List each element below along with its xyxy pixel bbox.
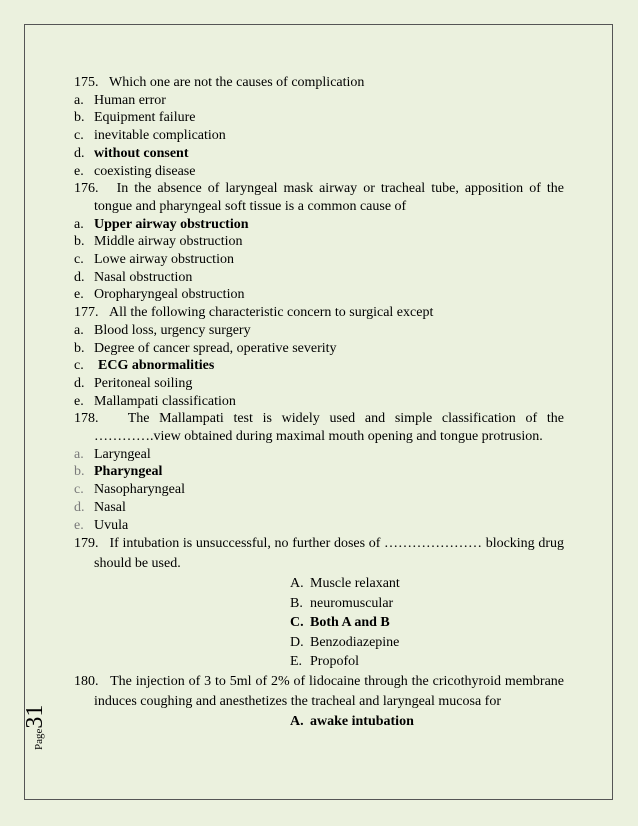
option-text: Propofol — [310, 654, 359, 670]
option-text-answer: Upper airway obstruction — [94, 216, 249, 232]
option-text-answer: without consent — [94, 145, 189, 161]
page-number-label — [22, 705, 49, 750]
option-letter: A. — [290, 713, 304, 729]
option-176-c — [74, 251, 564, 269]
option-179-d — [290, 633, 564, 653]
option-letter: a. — [74, 322, 84, 338]
option-letter: c. — [74, 128, 84, 144]
page-word: Page — [33, 728, 45, 750]
option-text: Laryngeal — [94, 446, 151, 462]
question-number: 177. — [74, 305, 99, 321]
option-text: Muscle relaxant — [310, 576, 400, 592]
options-180 — [74, 712, 564, 732]
option-176-e — [74, 286, 564, 304]
question-text: Which one are not the causes of complication — [109, 75, 365, 90]
option-178-b — [74, 463, 564, 481]
option-176-a — [74, 216, 564, 234]
option-letter: b. — [74, 110, 85, 126]
option-text: Nasal — [94, 499, 126, 515]
option-text: Degree of cancer spread, operative severity — [94, 340, 337, 356]
option-letter: a. — [74, 446, 84, 462]
option-letter: D. — [290, 634, 304, 650]
option-letter: d. — [74, 375, 85, 391]
option-letter: e. — [74, 393, 84, 409]
option-176-b — [74, 233, 564, 251]
question-177 — [74, 304, 564, 322]
option-letter: E. — [290, 654, 303, 670]
option-175-c — [74, 127, 564, 145]
question-176 — [74, 180, 564, 215]
option-text: neuromuscular — [310, 595, 394, 611]
question-number: 179. — [74, 536, 99, 552]
option-177-b — [74, 340, 564, 358]
option-text: Nasopharyngeal — [94, 482, 185, 498]
option-letter: d. — [74, 499, 85, 515]
question-number: 178. — [74, 411, 99, 427]
option-175-d — [74, 145, 564, 163]
option-letter: d. — [74, 269, 85, 285]
question-list — [74, 74, 564, 731]
option-text: Uvula — [94, 517, 129, 533]
option-175-e — [74, 163, 564, 181]
question-175 — [74, 74, 564, 92]
option-letter: c. — [74, 252, 84, 268]
option-letter: C. — [290, 615, 304, 631]
option-179-b — [290, 594, 564, 614]
option-letter: b. — [74, 234, 85, 250]
option-text: Peritoneal soiling — [94, 375, 193, 391]
option-179-c — [290, 613, 564, 633]
option-text: Equipment failure — [94, 110, 196, 126]
option-175-a — [74, 92, 564, 110]
question-178 — [74, 410, 564, 445]
option-175-b — [74, 109, 564, 127]
option-178-e — [74, 517, 564, 535]
question-number: 176. — [74, 181, 99, 197]
option-180-a — [290, 712, 564, 732]
option-letter: c. — [74, 358, 84, 374]
option-text: Nasal obstruction — [94, 269, 193, 285]
page-number: 31 — [22, 704, 48, 729]
option-text: Lowe airway obstruction — [94, 252, 234, 268]
option-letter: e. — [74, 517, 84, 533]
question-text: In the absence of laryngeal mask airway or tracheal tube, apposition of the tongue and pharyngeal soft tissue is a common cause of — [94, 181, 564, 214]
option-letter: b. — [74, 464, 85, 480]
option-179-a — [290, 574, 564, 594]
option-letter: c. — [74, 482, 84, 498]
option-179-e — [290, 652, 564, 672]
question-text: The Mallampati test is widely used and simple classification of the ………….view obtained during maximal mouth opening and tongue protrusion. — [94, 411, 564, 445]
option-178-a — [74, 446, 564, 464]
option-text: coexisting disease — [94, 163, 196, 179]
option-text: Blood loss, urgency surgery — [94, 322, 251, 338]
option-letter: a. — [74, 216, 84, 232]
option-text: Mallampati classification — [94, 393, 236, 409]
question-number: 180. — [74, 673, 99, 689]
option-text: inevitable complication — [94, 128, 226, 144]
option-letter: e. — [74, 163, 84, 179]
option-177-a — [74, 322, 564, 340]
option-text: Benzodiazepine — [310, 634, 400, 650]
question-text: All the following characteristic concern to surgical except — [109, 305, 434, 321]
option-text: Middle airway obstruction — [94, 234, 243, 250]
question-text: If intubation is unsuccessful, no further doses of ………………… blocking drug should be used. — [94, 536, 564, 572]
options-179 — [74, 574, 564, 672]
question-number: 175. — [74, 75, 99, 90]
option-letter: d. — [74, 145, 85, 161]
option-letter: a. — [74, 92, 84, 108]
option-text-answer: awake intubation — [310, 713, 414, 729]
option-letter: B. — [290, 595, 303, 611]
option-letter: e. — [74, 287, 84, 303]
option-text-answer: Both A and B — [310, 615, 390, 631]
option-text-answer: Pharyngeal — [94, 464, 163, 480]
option-177-d — [74, 375, 564, 393]
option-176-d — [74, 269, 564, 287]
option-text-answer: ECG abnormalities — [98, 358, 215, 374]
question-179 — [74, 534, 564, 574]
option-178-c — [74, 481, 564, 499]
option-letter: A. — [290, 576, 304, 592]
option-177-e — [74, 393, 564, 411]
question-180 — [74, 672, 564, 712]
option-text: Oropharyngeal obstruction — [94, 287, 245, 303]
option-text: Human error — [94, 92, 166, 108]
option-178-d — [74, 499, 564, 517]
option-letter: b. — [74, 340, 85, 356]
option-177-c — [74, 357, 564, 375]
question-text: The injection of 3 to 5ml of 2% of lidocaine through the cricothyroid membrane induces coughing and anesthetizes the tracheal and laryngeal mucosa for — [94, 673, 565, 709]
